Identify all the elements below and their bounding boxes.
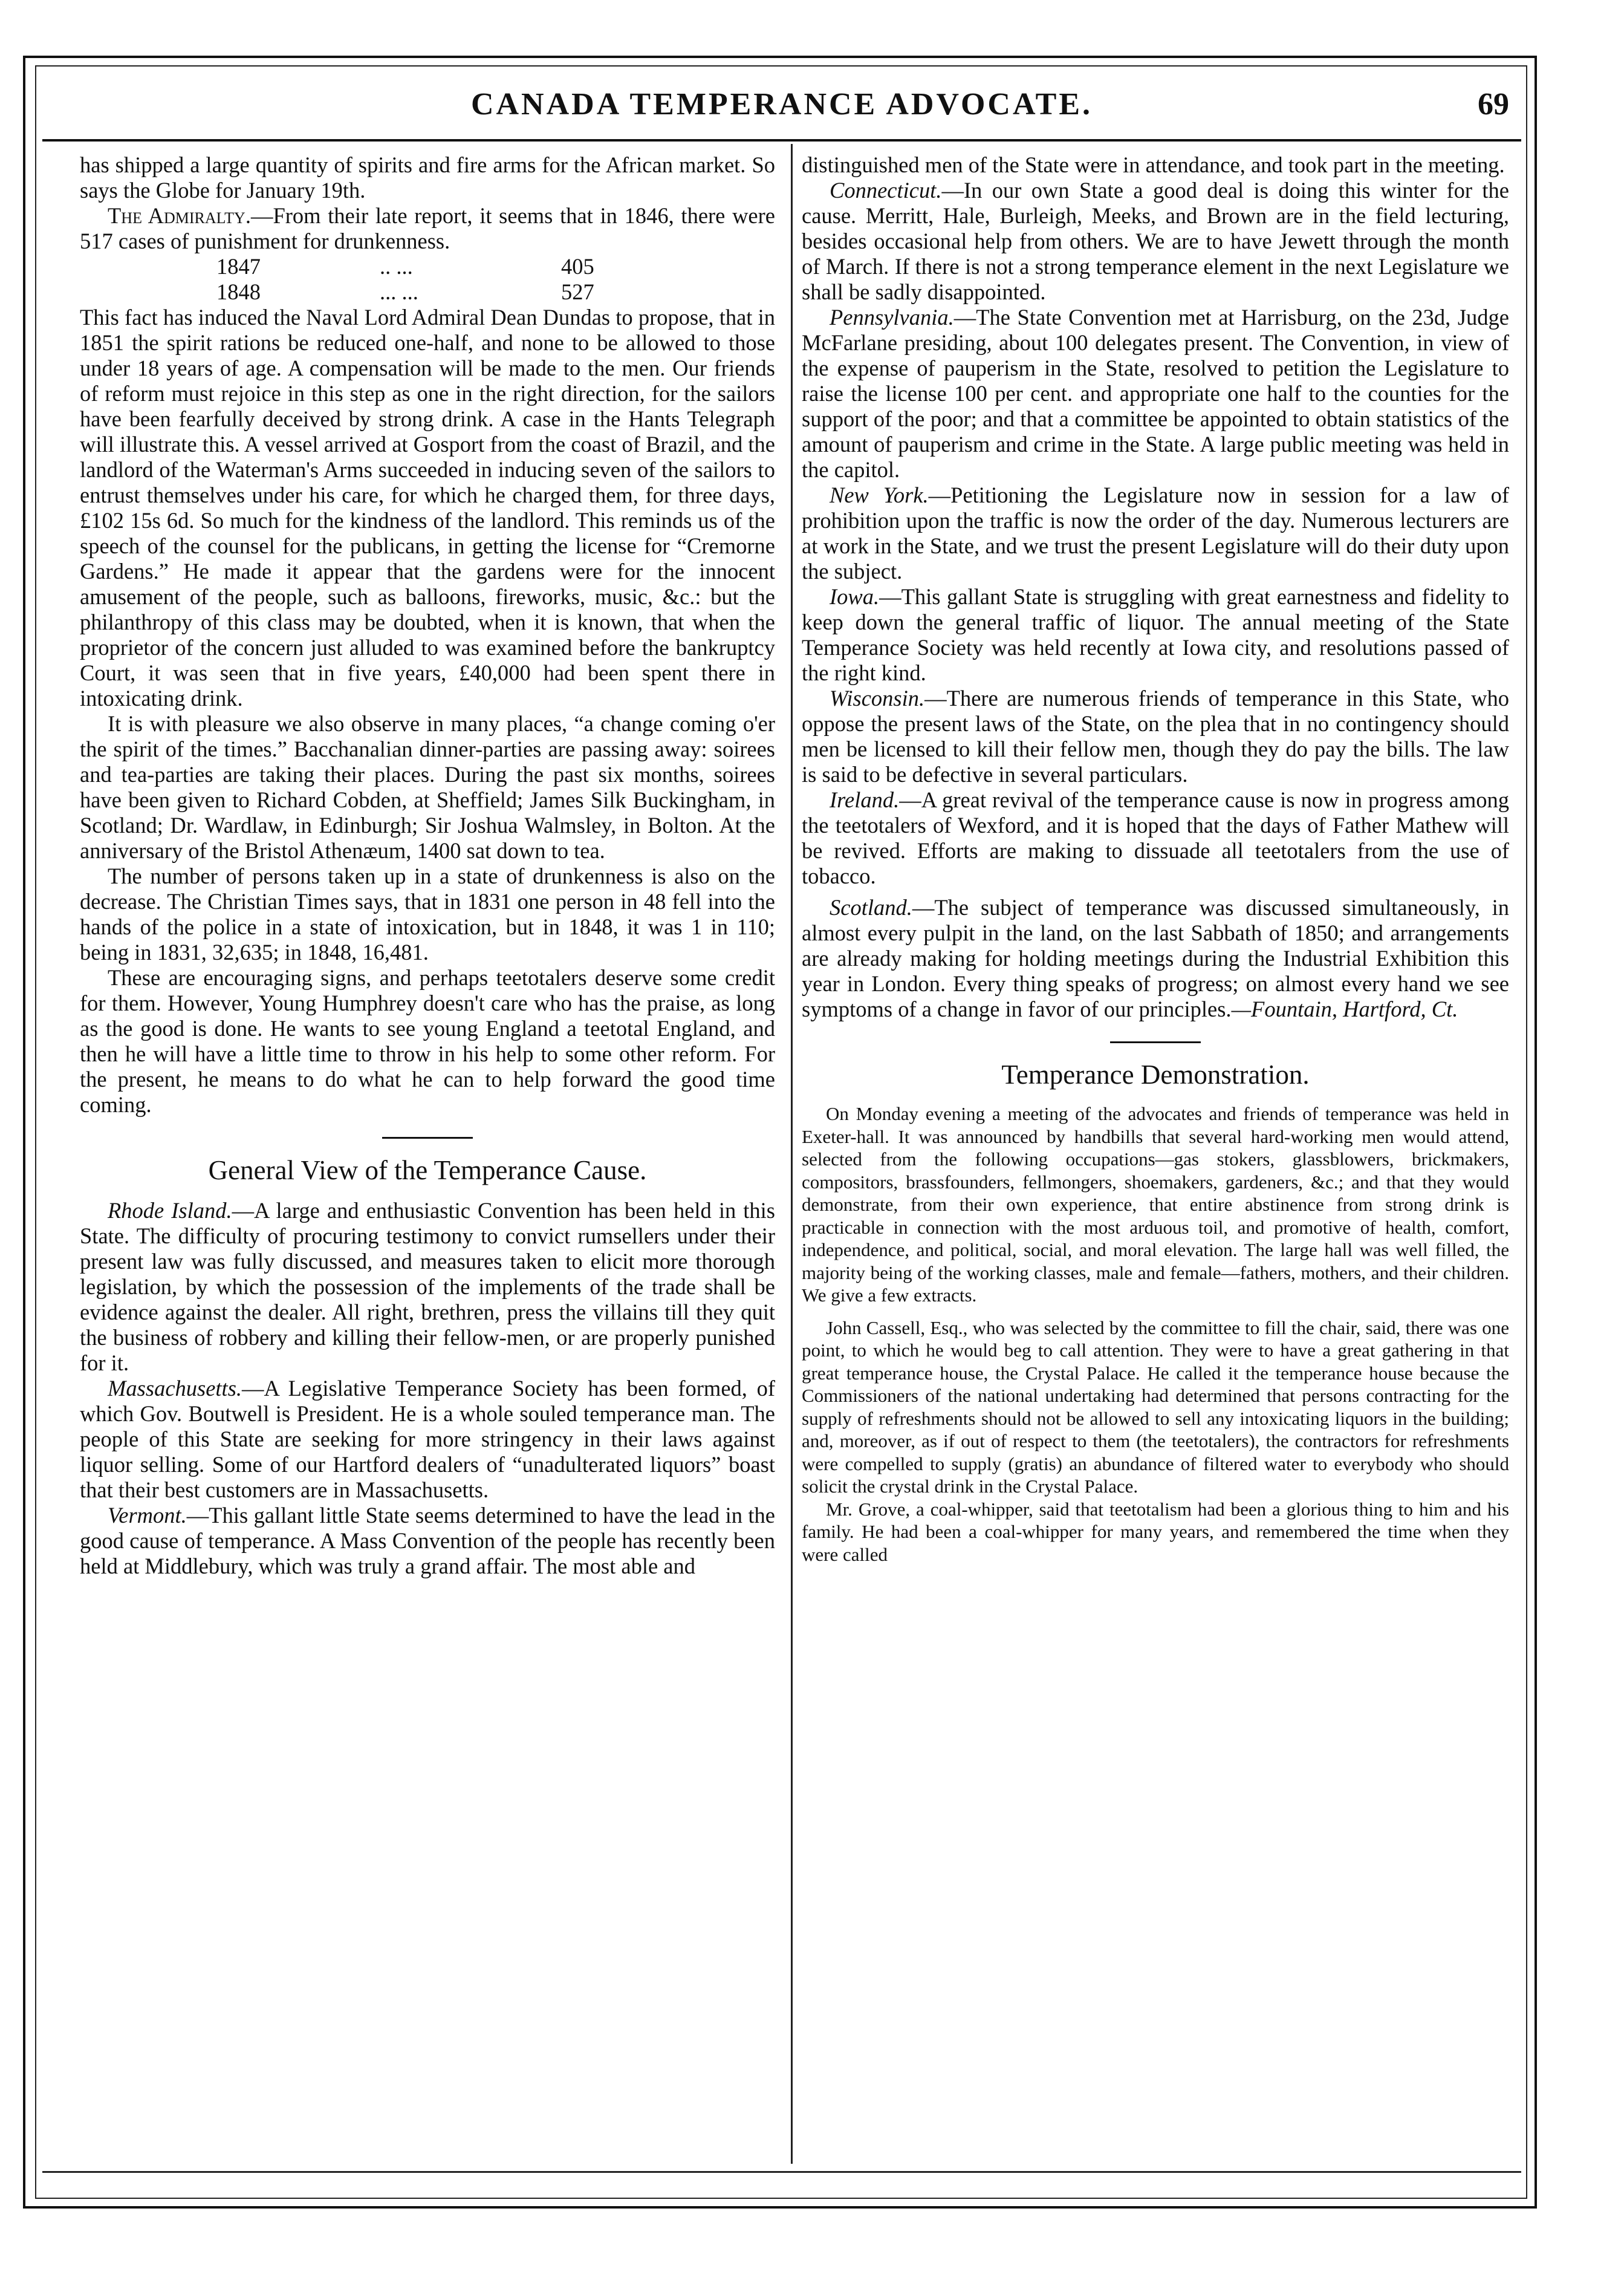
vermont-continuation: distinguished men of the State were in attendance, and took part in the meeting. — [802, 152, 1505, 177]
bottom-rule — [42, 2171, 1521, 2173]
section-title-general-view: General View of the Temperance Cause. — [208, 1155, 647, 1185]
pennsylvania-paragraph — [802, 305, 1509, 483]
connecticut-lead: Connecticut. — [830, 178, 942, 203]
spacer — [802, 1307, 1509, 1317]
stat-year: 1847 — [216, 254, 261, 279]
vermont-text: —This gallant little State seems determined to have the lead in the good cause of temperance. A Mass Convention of the people has recently been held at Middlebury, which was truly a grand affair. The most able and — [80, 1503, 775, 1578]
vermont-paragraph — [80, 1503, 775, 1579]
stat-dots: ... ... — [380, 279, 418, 304]
new-york-text: —Petitioning the Legislature now in session for a law of prohibition upon the traffic is now the order of the day. Numerous lecturers are at work in the State, and we trust the present Legislature will do their duty upon the subject. — [802, 483, 1509, 584]
right-column — [802, 152, 1509, 1566]
scotland-lead: Scotland. — [830, 895, 912, 920]
massachusetts-text: —A Legislative Temperance Society has been formed, of which Gov. Boutwell is President. He is a whole souled temperance man. The people of this State are seeking for more stringency in their laws against liquor selling. Some of our Hartford dealers of “unadulterated liquors” boast that their best customers are in Massachusetts. — [80, 1376, 775, 1502]
wisconsin-text: —There are numerous friends of temperance in this State, who oppose the present laws of the State, on the plea that in no contingency should men be licensed to kill their fellow men, though they do pay the bills. The law is said to be defective in several particulars. — [802, 686, 1509, 787]
running-title: CANADA TEMPERANCE ADVOCATE. — [470, 87, 1093, 122]
connecticut-paragraph — [802, 178, 1509, 305]
scotland-text: —The subject of temperance was discussed simultaneously, in almost every pulpit in the land, on the last Sabbath of 1850; and arrangements are already making for holding meetings during the Industrial Exhibition this year in London. Every thing speaks of progress; on almost every hand we see symptoms of a change in favor of our principles. — [802, 895, 1509, 1021]
vermont-lead: Vermont. — [108, 1503, 187, 1528]
wisconsin-paragraph — [802, 686, 1509, 787]
stat-year: 1848 — [216, 279, 261, 304]
drunkenness-paragraph: The number of persons taken up in a state of drunkenness is also on the decrease. The Christian Times says, that in 1831 one person in 48 fell into the hands of the police in a state of intoxication, but in 1848, it was 1 in 110; being in 1831, 32,635; in 1848, 16,481. — [80, 864, 775, 965]
stat-dots: .. ... — [380, 254, 413, 279]
ireland-lead: Ireland. — [830, 787, 900, 812]
admiralty-text: —From their late report, it seems that in 1846, there were 517 cases of punishment for drunkenness. — [80, 203, 775, 253]
new-york-paragraph — [802, 483, 1509, 584]
iowa-lead: Iowa. — [830, 584, 880, 609]
section-rule — [382, 1137, 473, 1139]
header-rule — [42, 139, 1521, 142]
connecticut-text: —In our own State a good deal is doing this winter for the cause. Merritt, Hale, Burleigh, Meeks, and Brown are in the field lecturing, besides occasional help from others. We are to have Jewett through the month of March. If there is not a strong temperance element in the next Legislature we shall be sadly disappointed. — [802, 178, 1509, 304]
spacer — [802, 889, 1509, 895]
section-title-demonstration: Temperance Demonstration. — [1001, 1060, 1310, 1090]
ireland-paragraph — [802, 787, 1509, 889]
scotland-source: —Fountain, Hartford, Ct. — [1231, 997, 1458, 1021]
wisconsin-lead: Wisconsin. — [830, 686, 925, 711]
pennsylvania-lead: Pennsylvania. — [830, 305, 954, 330]
article-continuation: has shipped a large quantity of spirits and fire arms for the African market. So says the Globe for January 19th. — [80, 152, 775, 203]
rhode-island-paragraph — [80, 1198, 775, 1376]
admiralty-paragraph — [80, 203, 775, 254]
demonstration-intro: On Monday evening a meeting of the advocates and friends of temperance was held in Exeter-hall. It was announced by handbills that several hard-working men would attend, selected from the following occupations—gas stokers, glassblowers, brickmakers, compositors, brassfounders, fellmongers, shoemakers, gardeners, &c.; and that they would demonstrate, from their own experience, that entire abstinence from strong drink is practicable in connection with the most arduous toil, and promotive of health, comfort, independence, and political, social, and moral elevation. The large hall was well filled, the majority being of the working classes, male and female—fathers, mothers, and their children. We give a few extracts. — [802, 1103, 1509, 1306]
rhode-island-lead: Rhode Island. — [108, 1198, 232, 1223]
massachusetts-paragraph — [80, 1376, 775, 1503]
demonstration-article — [802, 1102, 1509, 1566]
pennsylvania-text: —The State Convention met at Harrisburg, on the 23d, Judge McFarlane presiding, about 100 delegates present. The Convention, in view of the expense of pauperism in the State, resolved to petition the Legislature to raise the license 100 per cent. and appropriate one half to the counties for the support of the poor; and that a committee be appointed to obtain statistics of the amount of pauperism and crime in the State. A large public meeting was held in the capitol. — [802, 305, 1509, 482]
left-column — [80, 152, 775, 1579]
cassell-paragraph: John Cassell, Esq., who was selected by the committee to fill the chair, said, there was one point, to which he would beg to call attention. They were to have a great gathering in that great temperance house, the Crystal Palace. He called it the temperance house because the Commissioners of the national undertaking had determined that persons contracting for the supply of refreshments should not be allowed to sell any intoxicating liquors in the building; and, moreover, as if out of respect to them (the teetotalers), the contractors for refreshments were compelled to supply (gratis) an abundance of filtered water to everybody who should solicit the crystal drink in the Crystal Palace. — [802, 1317, 1509, 1497]
section-rule — [1110, 1041, 1201, 1043]
stat-row — [80, 254, 775, 279]
page-header — [42, 82, 1521, 136]
naval-paragraph: This fact has induced the Naval Lord Admiral Dean Dundas to propose, that in 1851 the spirit rations be reduced one-half, and none to be allowed to those under 18 years of age. A compensation will be made to the men. Our friends of reform must rejoice in this step as one in the right direction, for the sailors have been fearfully deceived by strong drink. A case in the Hants Telegraph will illustrate this. A vessel arrived at Gosport from the coast of Brazil, and the landlord of the Waterman's Arms succeeded in inducing seven of the sailors to entrust themselves under his care, for which he charged them, for three days, £102 15s 6d. So much for the kindness of the landlord. This reminds us of the speech of the counsel for the publicans, in getting the license for “Cremorne Gardens.” He made it appear that the gardens were for the innocent amusement of the people, such as balloons, fireworks, music, &c.: but the philanthropy of this class may be doubted, when it is known, that when the proprietor of the concern just alluded to was examined before the bankruptcy Court, it was seen that in five years, £40,000 had been spent there in intoxicating drink. — [80, 305, 775, 711]
page-number: 69 — [1478, 87, 1509, 122]
admiralty-lead: The Admiralty. — [108, 203, 251, 228]
iowa-paragraph — [802, 584, 1509, 686]
massachusetts-lead: Massachusetts. — [108, 1376, 242, 1401]
scotland-paragraph — [802, 895, 1509, 1022]
iowa-text: —This gallant State is struggling with great earnestness and fidelity to keep down the general traffic of liquor. The annual meeting of the State Temperance Society was held recently at Iowa city, and resolutions passed of the right kind. — [802, 584, 1509, 685]
grove-paragraph: Mr. Grove, a coal-whipper, said that teetotalism had been a glorious thing to him and his family. He had been a coal-whipper for many years, and remembered the time when they were called — [802, 1498, 1509, 1565]
punishment-stats — [80, 254, 775, 305]
stat-count: 405 — [561, 254, 594, 279]
rhode-island-text: —A large and enthusiastic Convention has been held in this State. The difficulty of procuring testimony to convict rumsellers under their present law was fully discussed, and measures taken to elicit more thorough legislation, by which the possession of the implements of the trade shall be evidence against the dealer. All right, brethren, press the villains till they quit the business of robbery and killing their fellow-men, or are properly punished for it. — [80, 1198, 776, 1375]
change-paragraph: It is with pleasure we also observe in many places, “a change coming o'er the spirit of the times.” Bacchanalian dinner-parties are passing away: soirees and tea-parties are taking their places. During the past six months, soirees have been given to Richard Cobden, at Sheffield; James Silk Buckingham, in Scotland; Dr. Wardlaw, in Edinburgh; Sir Joshua Walmsley, in Bolton. At the anniversary of the Bristol Athenæum, 1400 sat down to tea. — [80, 711, 775, 863]
stat-count: 527 — [561, 279, 594, 304]
encouraging-paragraph: These are encouraging signs, and perhaps teetotalers deserve some credit for them. However, Young Humphrey doesn't care who has the praise, as long as the good is done. He wants to see young England a teetotal England, and then he will have a little time to throw in his help to some other reform. For the present, he means to do what he can to help forward the good time coming. — [80, 965, 775, 1117]
column-divider — [791, 144, 793, 2164]
ireland-text: —A great revival of the temperance cause is now in progress among the teetotalers of Wexford, and it is hoped that the days of Father Mathew will be revived. Efforts are making to dissuade all teetotalers from the use of tobacco. — [802, 787, 1509, 888]
new-york-lead: New York. — [830, 483, 929, 507]
stat-row — [80, 279, 775, 305]
